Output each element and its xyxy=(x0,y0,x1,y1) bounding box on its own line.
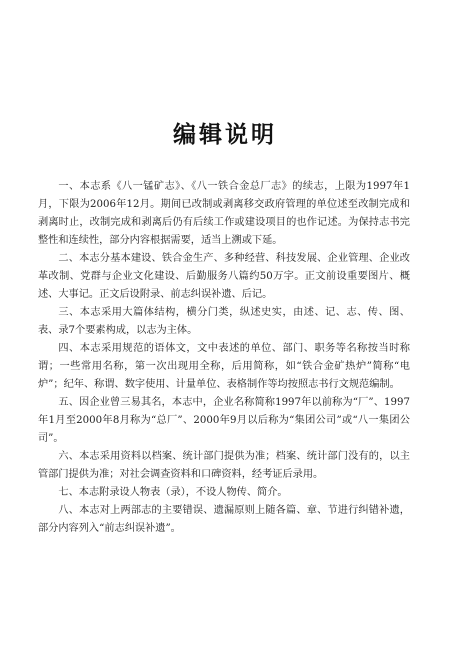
paragraph-2: 二、本志分基本建设、铁合金生产、多种经营、科技发展、企业管理、企业改革改制、党群与企业文化建设、后勤服务八篇约50万字。正文前设重要图片、概述、大事记。正文后设附录、前志纠误补遗、后记。 xyxy=(38,253,410,300)
paragraph-4: 四、本志采用规范的语体文，文中表述的单位、部门、职务等名称按当时称谓；一些常用名称，第一次出现用全称，后用简称，如“铁合金矿热炉”简称“电炉”；纪年、称谓、数字使用、计量单位、表格制作等均按照志书行文规范编制。 xyxy=(38,343,410,390)
paragraph-1: 一、本志系《八一锰矿志》、《八一铁合金总厂志》的续志，上限为1997年1月，下限为2006年12月。期间已改制或剥离移交政府管理的单位述至改制完成和剥离时止，改制完成和剥离后仍有后续工作或建设项目的也作记述。为保持志书完整性和连续性，部分内容根据需要，适当上溯或下延。 xyxy=(38,181,410,246)
paragraph-5: 五、因企业曾三易其名，本志中，企业名称简称1997年以前称为“厂”、1997年1月至2000年8月称为“总厂”、2000年9月以后称为“集团公司”或“八一集团公司”。 xyxy=(38,397,410,444)
paragraph-8: 八、本志对上两部志的主要错误、遗漏原则上随各篇、章、节进行纠错补遗，部分内容列入“前志纠误补遗”。 xyxy=(38,505,410,534)
page-title: 编辑说明 xyxy=(173,122,277,148)
paragraph-7: 七、本志附录设人物表（录），不设人物传、简介。 xyxy=(58,487,288,498)
paragraph-3: 三、本志采用大篇体结构，横分门类，纵述史实，由述、记、志、传、图、表、录7个要素构成，以志为主体。 xyxy=(38,307,410,336)
body-text xyxy=(38,178,410,538)
paragraph-6: 六、本志采用资料以档案、统计部门提供为准；档案、统计部门没有的，以主管部门提供为准；对社会调查资料和口碑资料，经考证后录用。 xyxy=(38,451,410,480)
